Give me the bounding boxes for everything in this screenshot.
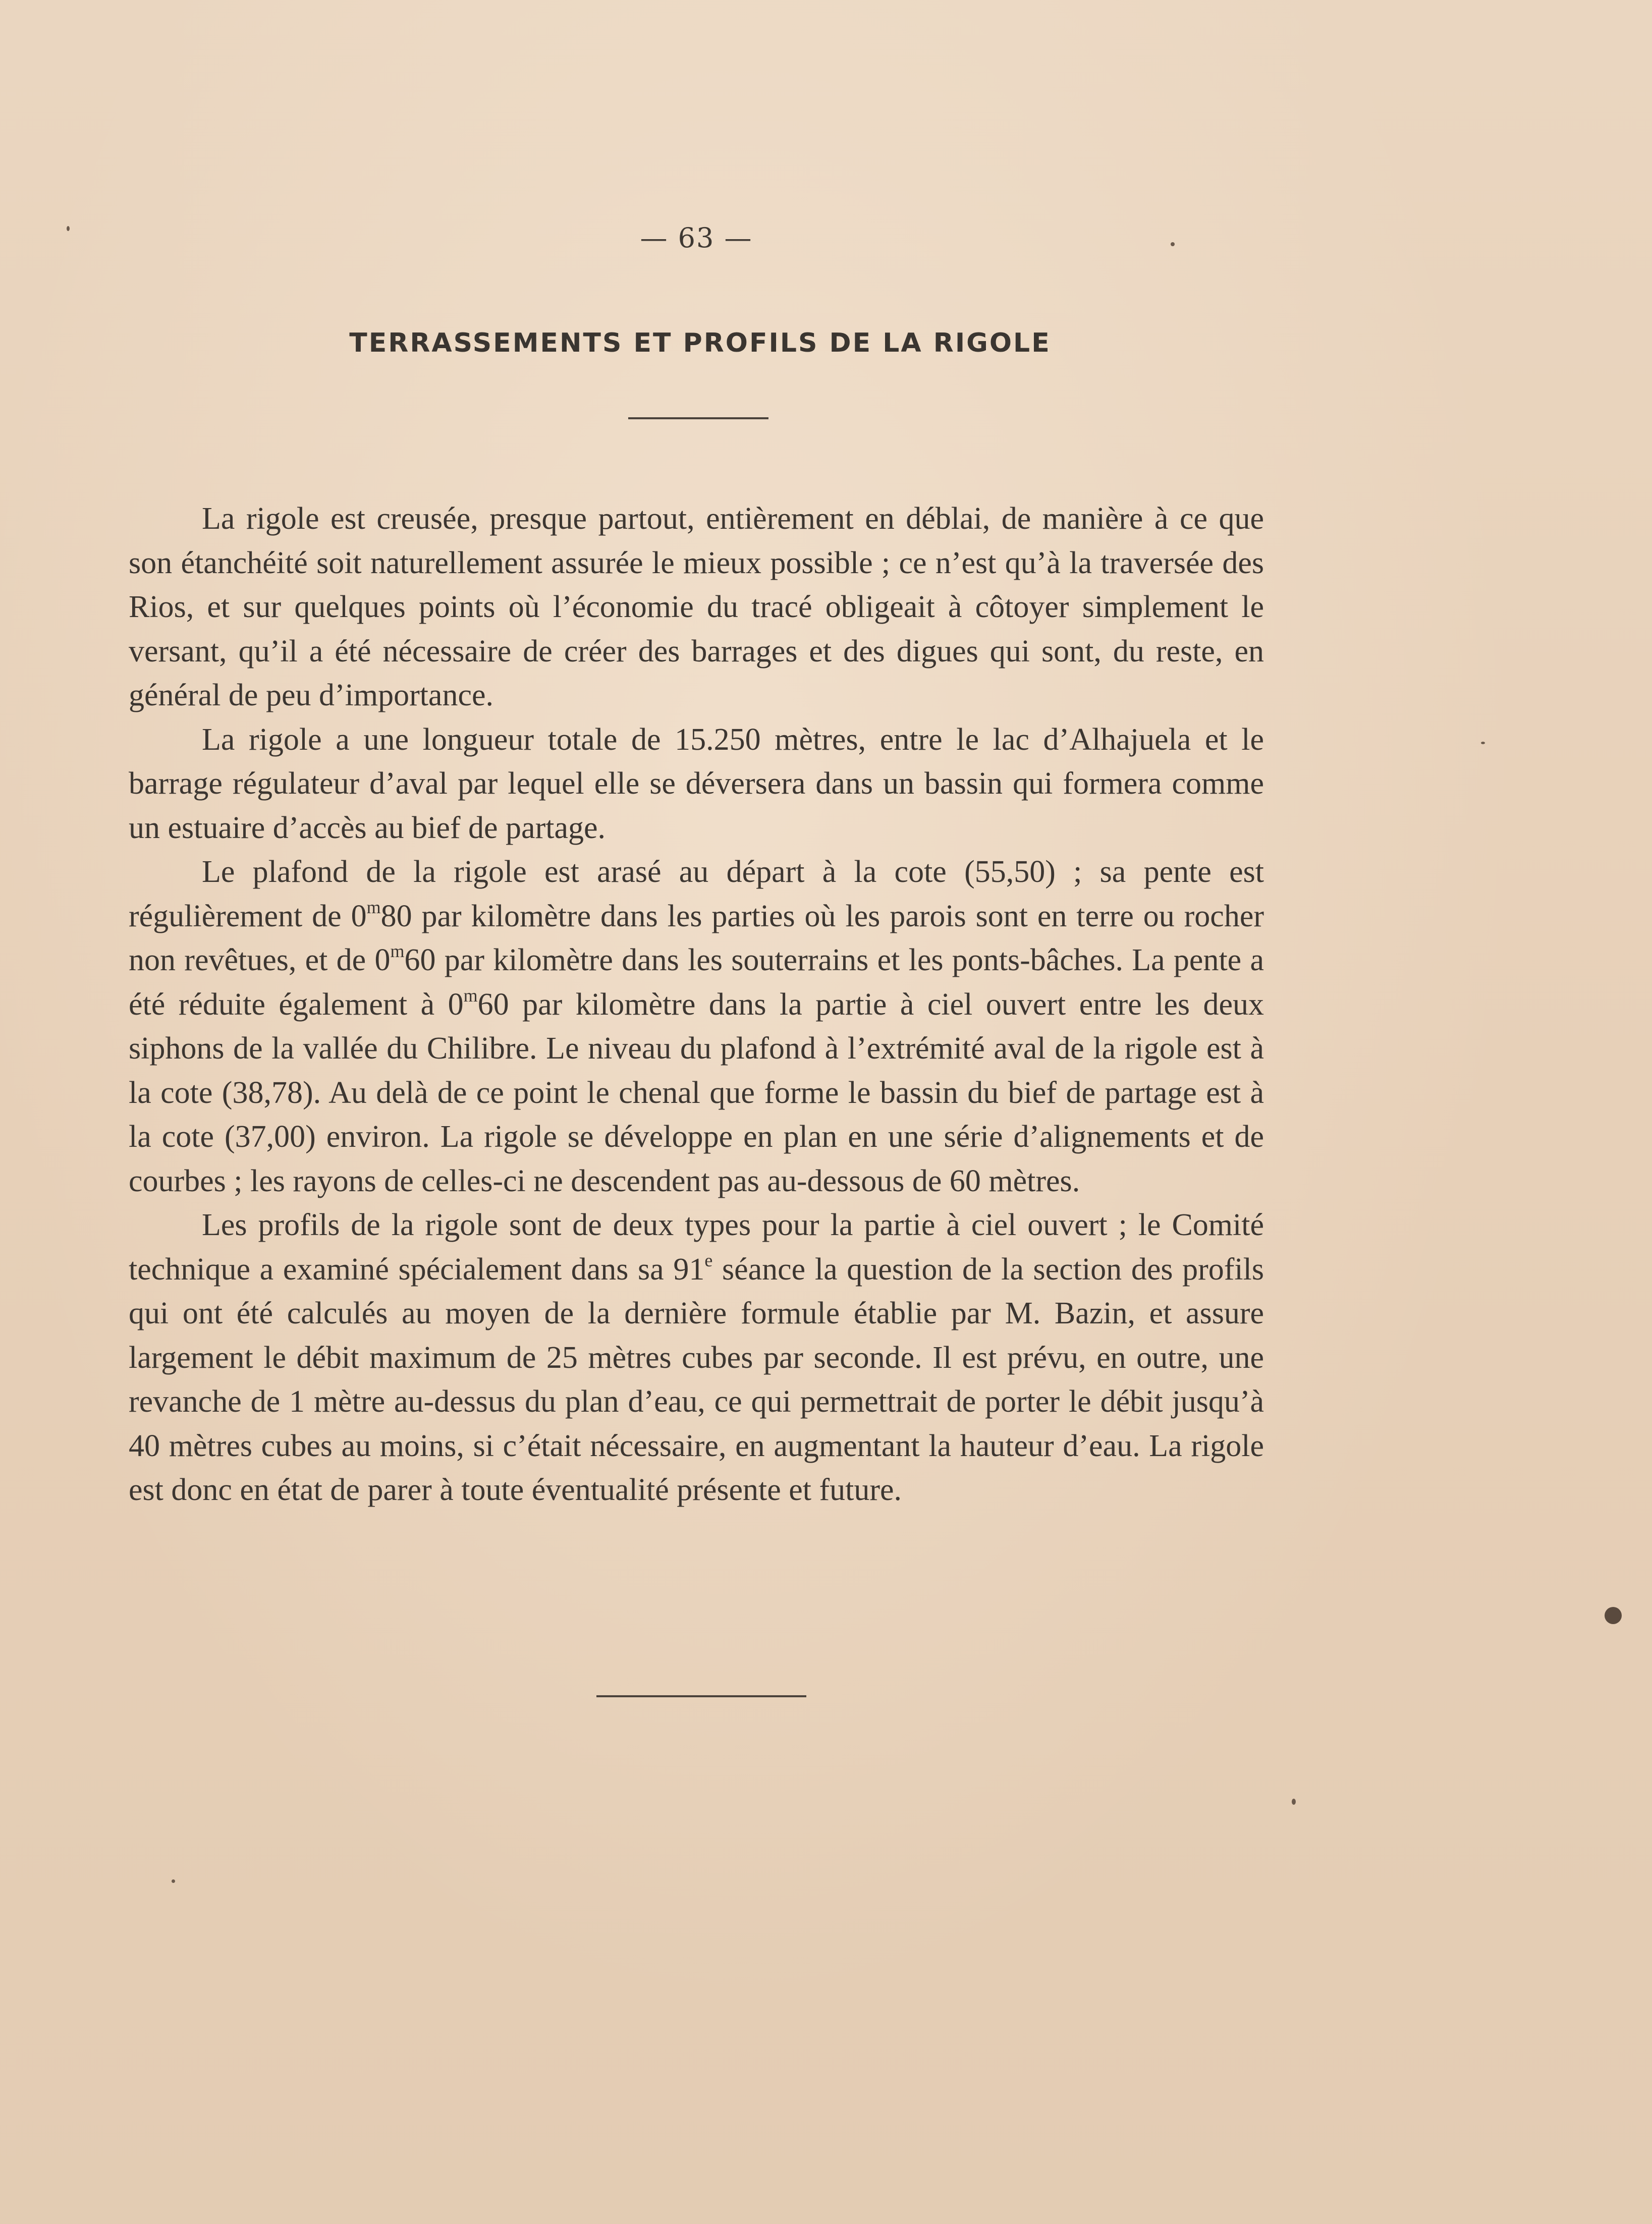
paragraph-3 <box>129 850 1264 1203</box>
section-title: TERRASSEMENTS ET PROFILS DE LA RIGOLE <box>349 328 1051 358</box>
paragraph-1-text: La rigole est creusée, presque partout, entièrement en déblai, de manière à ce que son étanchéité soit naturellement assurée le mieux possible ; ce n’est qu’à la traversée des Rios, et sur quelques points où l’économie du tracé obligeait à côtoyer simplement le versant, qu’il a été nécessaire de créer des barrages et des digues qui sont, du reste, en général de peu d’importance. <box>129 502 1264 712</box>
paragraph-1 <box>129 497 1264 718</box>
paragraph-4 <box>129 1203 1264 1513</box>
paragraph-4-text-part-1: Les profils de la rigole sont de deux types pour la partie à ciel ouvert ; le Comité technique a examiné spécialement dans sa 91 <box>129 1208 1264 1287</box>
paper-speck <box>1171 242 1175 246</box>
paragraph-3-superscript-1: m <box>366 897 381 917</box>
paragraph-4-superscript-1: e <box>704 1250 713 1270</box>
paragraph-3-text-part-2: 80 par kilomètre dans les parties où les parois sont en terre ou rocher non revêtues, et de 0 <box>129 899 1264 977</box>
paragraph-3-text-part-4: 60 par kilomètre dans la partie à ciel ouvert entre les deux siphons de la vallée du Chilibre. Le niveau du plafond à l’extrémité aval de la rigole est à la cote (38,78). Au delà de ce point le chenal que forme le bassin du bief de partage est à la cote (37,00) environ. La rigole se développe en plan en une série d’alignements et de courbes ; les rayons de celles-ci ne descendent pas au-dessous de 60 mètres. <box>129 987 1264 1198</box>
paragraph-2-text: La rigole a une longueur totale de 15.250 mètres, entre le lac d’Alhajuela et le barrage régulateur d’aval par lequel elle se déversera dans un bassin qui formera comme un estuaire d’accès au bief de partage. <box>129 722 1264 845</box>
paper-speck <box>1481 742 1485 744</box>
page-number: — 63 — <box>640 222 753 254</box>
closing-separator-rule <box>596 1695 806 1697</box>
paper-speck <box>1292 1799 1296 1805</box>
ink-speck <box>1605 1607 1622 1624</box>
body-text <box>129 497 1264 1513</box>
paragraph-2 <box>129 718 1264 851</box>
paragraph-3-text-part-1: Le plafond de la rigole est arasé au départ à la cote (55,50) ; sa pente est régulièrement de 0 <box>129 855 1264 933</box>
paragraph-3-superscript-3: m <box>463 985 478 1006</box>
paragraph-3-text-part-3: 60 par kilomètre dans les souterrains et les ponts-bâches. La pente a été réduite également à 0 <box>129 943 1264 1022</box>
paragraph-3-superscript-2: m <box>390 941 405 961</box>
paper-speck <box>172 1879 175 1883</box>
title-separator-rule <box>628 417 768 419</box>
paper-speck <box>67 226 70 231</box>
paragraph-4-text-part-2: séance la question de la section des profils qui ont été calculés au moyen de la dernière formule établie par M. Bazin, et assure largement le débit maximum de 25 mètres cubes par seconde. Il est prévu, en outre, une revanche de 1 mètre au-dessus du plan d’eau, ce qui permettrait de porter le débit jusqu’à 40 mètres cubes au moins, si c’était nécessaire, en augmentant la hauteur d’eau. La rigole est donc en état de parer à toute éventualité présente et future. <box>129 1252 1264 1507</box>
